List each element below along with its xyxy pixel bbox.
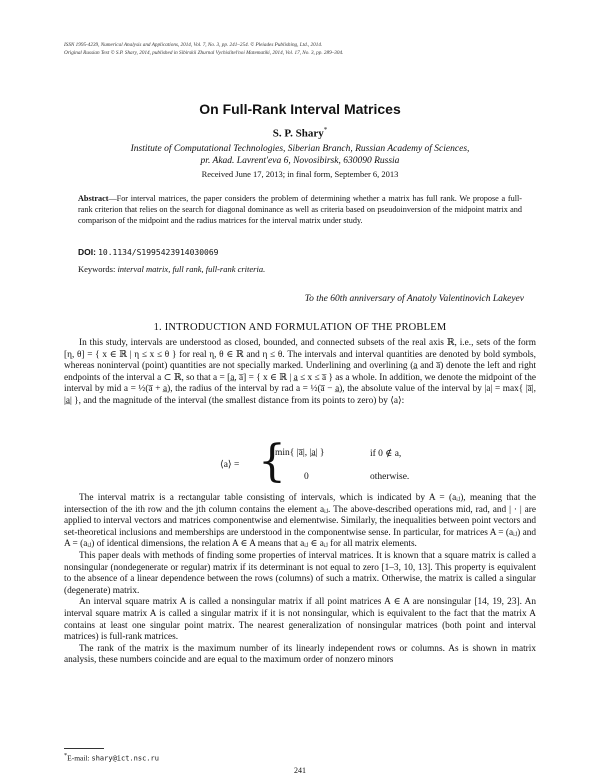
- formula-case-1-condition: if 0 ∉ a,: [370, 449, 402, 459]
- footnote-label: E-mail:: [67, 753, 90, 763]
- doi-label: DOI:: [78, 247, 96, 257]
- paper-title: On Full-Rank Interval Matrices: [199, 101, 401, 117]
- paragraph-2: The interval matrix is a rectangular table consisting of intervals, which is indicated by A = (aᵢⱼ), meaning that the intersection of the ith row and the jth column contains the element aᵢⱼ. The above-described operations mid, rad, and | · | are applied to interval vectors and matrices componentwise and elementwise. Similarly, the inequalities between point vectors and set-theoretical inclusions and memberships are understood in the componentwise sense. In particular, for matrices A = (aᵢⱼ) and A = (aᵢⱼ) of identical dimensions, the relation A ∈ A means that aᵢⱼ ∈ aᵢⱼ for all matrix elements.: [64, 493, 536, 550]
- abstract-label: Abstract: [78, 194, 109, 203]
- section-heading: 1. INTRODUCTION AND FORMULATION OF THE PROBLEM: [153, 322, 447, 333]
- doi-value[interactable]: 10.1134/S1995423914030069: [98, 248, 219, 257]
- paragraph-4: An interval square matrix A is called a nonsingular matrix if all point matrices A ∈ A are nonsingular [14, 19, 23]. An interval square matrix A is called a singular matrix if it is not nonsingular, which is equivalent to the fact that the matrix A contains at least one singular point matrix. The nearest generalization of nonsingular matrices (both point and interval matrices) is full-rank matrices.: [64, 597, 536, 643]
- author-email[interactable]: shary@ict.nsc.ru: [91, 754, 159, 763]
- author-mark: *: [323, 126, 328, 134]
- paragraph-3: This paper deals with methods of finding some properties of interval matrices. It is known that a square matrix is called a nonsingular (nondegenerate or regular) matrix if its determinant is not equal to zero [1–3, 10, 13]. This property is equivalent to the absence of a linear dependence between the rows (columns) of such a matrix. Otherwise, the matrix is called a singular (degenerate) matrix.: [64, 550, 536, 596]
- header-line-1: ISSN 1995-4239, Numerical Analysis and Applications, 2014, Vol. 7, No. 3, pp. 241–254. © Pleiades Publishing, Ltd., 2014.: [64, 42, 323, 48]
- author-name: S. P. Shary: [272, 127, 324, 140]
- footnote: [64, 752, 159, 763]
- keywords: [78, 264, 265, 274]
- affiliation: [60, 143, 540, 167]
- keywords-label: Keywords:: [78, 264, 116, 274]
- footnote-mark: *: [64, 752, 68, 759]
- footnote-rule: [64, 748, 104, 749]
- journal-header: [64, 41, 544, 57]
- author: [0, 126, 600, 140]
- formula-lhs: ⟨a⟩ =: [220, 460, 240, 470]
- body-text-2: [64, 493, 536, 667]
- paragraph-5: The rank of the matrix is the maximum number of its linearly independent rows or columns. As is shown in matrix analysis, these numbers coincide and are equal to the maximum order of nonzero minors: [64, 643, 536, 666]
- abstract-text: —For interval matrices, the paper considers the problem of determining whether a matrix has full rank. We propose a full-rank criterion that relies on the search for diagonal dominance as well as criteria based on pseudoinversion of the midpoint matrix and comparison of the midpoint and the radius matrices for the interval matrix under study.: [78, 194, 522, 225]
- affiliation-line-2: pr. Akad. Lavrent'eva 6, Novosibirsk, 630090 Russia: [200, 156, 400, 166]
- magnitude-formula: [220, 436, 410, 488]
- affiliation-line-1: Institute of Computational Technologies, Siberian Branch, Russian Academy of Sciences,: [130, 144, 470, 154]
- keywords-value: interval matrix, full rank, full-rank criteria.: [117, 264, 266, 274]
- formula-case-1: min{ |a̅|, |a̲| }: [275, 448, 325, 458]
- body-text-1: [64, 338, 536, 408]
- formula-case-2: 0: [304, 472, 309, 482]
- page-number: 241: [294, 766, 306, 775]
- doi: [78, 247, 219, 257]
- paragraph-1: In this study, intervals are understood as closed, bounded, and connected subsets of the real axis ℝ, i.e., sets of the form [η, θ] = { x ∈ ℝ | η ≤ x ≤ θ } for real η, θ ∈ ℝ and η ≤ θ. The intervals and interval quantities are denoted by bold symbols, whereas noninterval (point) quantities are not specially marked. Underlining and overlining (a̲ and a̅) denote the left and right endpoints of the interval a ⊂ ℝ, so that a = [a̲, a̅] = { x ∈ ℝ | a̲ ≤ x ≤ a̅ } as a whole. In addition, we denote the midpoint of the interval by mid a = ½(a̅ + a̲), the radius of the interval by rad a = ½(a̅ − a̲), the absolute value of the interval by |a| = max{ |a̅|, |a̲| }, and the magnitude of the interval (the smallest distance from its points to zero) by ⟨a⟩:: [64, 338, 536, 406]
- abstract: [78, 193, 522, 226]
- received-dates: Received June 17, 2013; in final form, September 6, 2013: [201, 169, 399, 179]
- formula-brace: {: [258, 436, 286, 487]
- dedication: To the 60th anniversary of Anatoly Valentinovich Lakeyev: [304, 294, 524, 304]
- formula-case-2-condition: otherwise.: [370, 472, 410, 482]
- header-line-2: Original Russian Text © S.P. Shary, 2014, published in Sibirskii Zhurnal Vychislitel'noi Matematiki, 2014, Vol. 17, No. 3, pp. 289–304.: [64, 50, 344, 56]
